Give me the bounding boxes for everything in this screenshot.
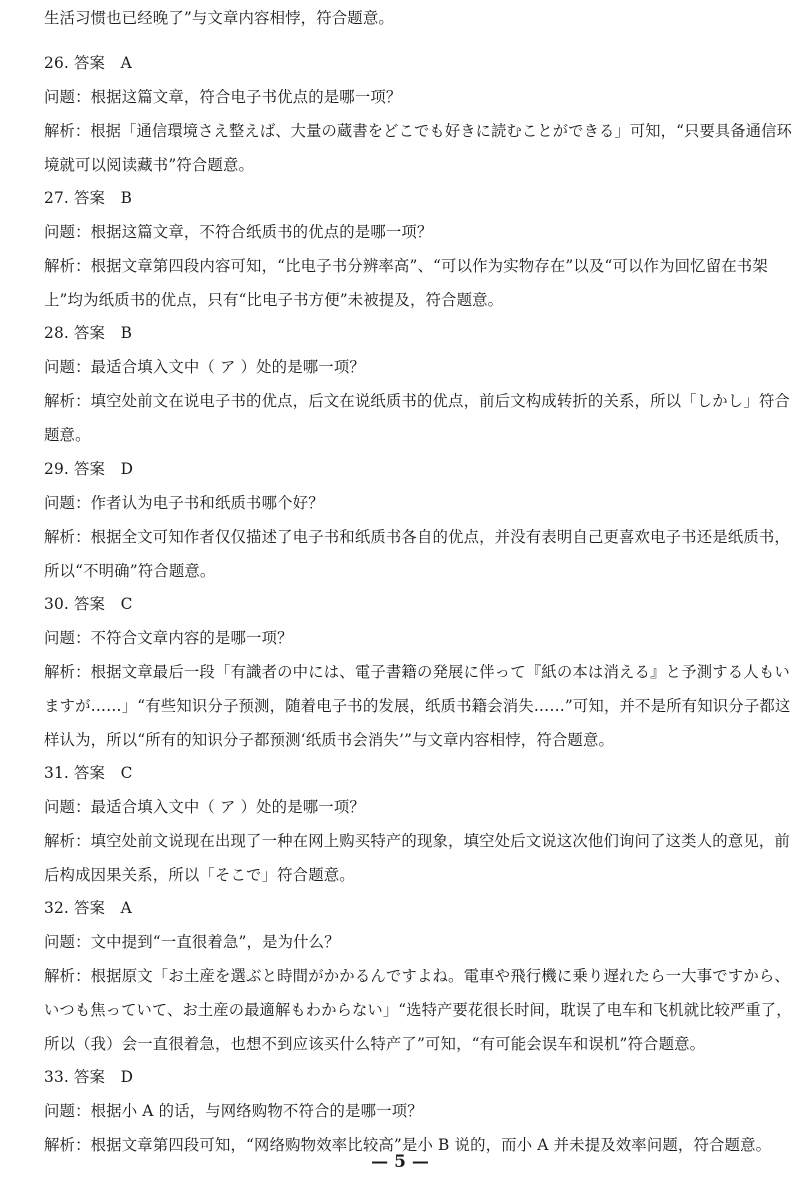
question-line: 问题：文中提到“一直很着急”，是为什么？ [44,933,340,951]
answer-heading: 29. 答案 D [44,460,134,478]
page-number: — 5 — [371,1152,429,1172]
analysis-line: 所以“不明确”符合题意。 [44,562,216,580]
analysis-line: 所以（我）会一直很着急，也想不到应该买什么特产了”可知，“有可能会误车和误机”符合题意。 [44,1035,706,1053]
analysis-line: 境就可以阅读藏书”符合题意。 [44,156,255,174]
question-line: 问题：最适合填入文中（ ア ）处的是哪一项？ [44,358,365,376]
analysis-line: 解析：填空处前文说现在出现了一种在网上购买特产的现象，填空处后文说这次他们询问了这类人的意见，前 [44,832,790,850]
question-line: 问题：最适合填入文中（ ア ）处的是哪一项？ [44,798,365,816]
analysis-line: 上”均为纸质书的优点，只有“比电子书方便”未被提及，符合题意。 [44,291,504,309]
analysis-line: 解析：根据文章第四段可知，“网络购物效率比较高”是小 B 说的，而小 A 并未提及效率问题，符合题意。 [44,1136,772,1154]
analysis-line: いつも焦っていて、お土産の最適解もわからない」“选特产要花很长时间，耽误了电车和飞机就比较严重了， [44,1001,792,1019]
answer-heading: 30. 答案 C [44,595,133,613]
question-line: 问题：根据这篇文章，不符合纸质书的优点的是哪一项？ [44,223,433,241]
analysis-line: 样认为，所以“所有的知识分子都预测‘纸质书会消失’”与文章内容相悖，符合题意。 [44,731,615,749]
answer-heading: 33. 答案 D [44,1068,134,1086]
question-line: 问题：不符合文章内容的是哪一项？ [44,629,293,647]
answer-heading: 27. 答案 B [44,189,133,207]
continuation-line: 生活习惯也已经晚了”与文章内容相悖，符合题意。 [44,9,394,27]
answer-heading: 28. 答案 B [44,324,133,342]
analysis-line: 解析：根据文章最后一段「有識者の中には、電子書籍の発展に伴って『紙の本は消える』と予測する人もい [44,663,790,681]
analysis-line: 解析：根据「通信環境さえ整えば、大量の蔵書をどこでも好きに読むことができる」可知，“只要具备通信环 [44,122,792,140]
analysis-line: 解析：根据全文可知作者仅仅描述了电子书和纸质书各自的优点，并没有表明自己更喜欢电子书还是纸质书， [44,528,790,546]
analysis-line: 解析：填空处前文在说电子书的优点，后文在说纸质书的优点，前后文构成转折的关系，所以「しかし」符合 [44,392,790,410]
answer-heading: 26. 答案 A [44,54,132,72]
answer-heading: 32. 答案 A [44,899,132,917]
question-line: 问题：根据小 A 的话，与网络购物不符合的是哪一项？ [44,1102,423,1120]
question-line: 问题：作者认为电子书和纸质书哪个好？ [44,494,324,512]
analysis-line: 题意。 [44,426,91,444]
analysis-line: ますが……」“有些知识分子预测，随着电子书的发展，纸质书籍会消失……”可知，并不是所有知识分子都这 [44,697,791,715]
analysis-line: 解析：根据文章第四段内容可知，“比电子书分辨率高”、“可以作为实物存在”以及“可以作为回忆留在书架 [44,257,768,275]
answer-heading: 31. 答案 C [44,764,133,782]
analysis-line: 解析：根据原文「お土産を選ぶと時間がかかるんですよね。電車や飛行機に乗り遅れたら一大事ですから、 [44,967,790,985]
analysis-line: 后构成因果关系，所以「そこで」符合题意。 [44,866,355,884]
question-line: 问题：根据这篇文章，符合电子书优点的是哪一项？ [44,88,402,106]
